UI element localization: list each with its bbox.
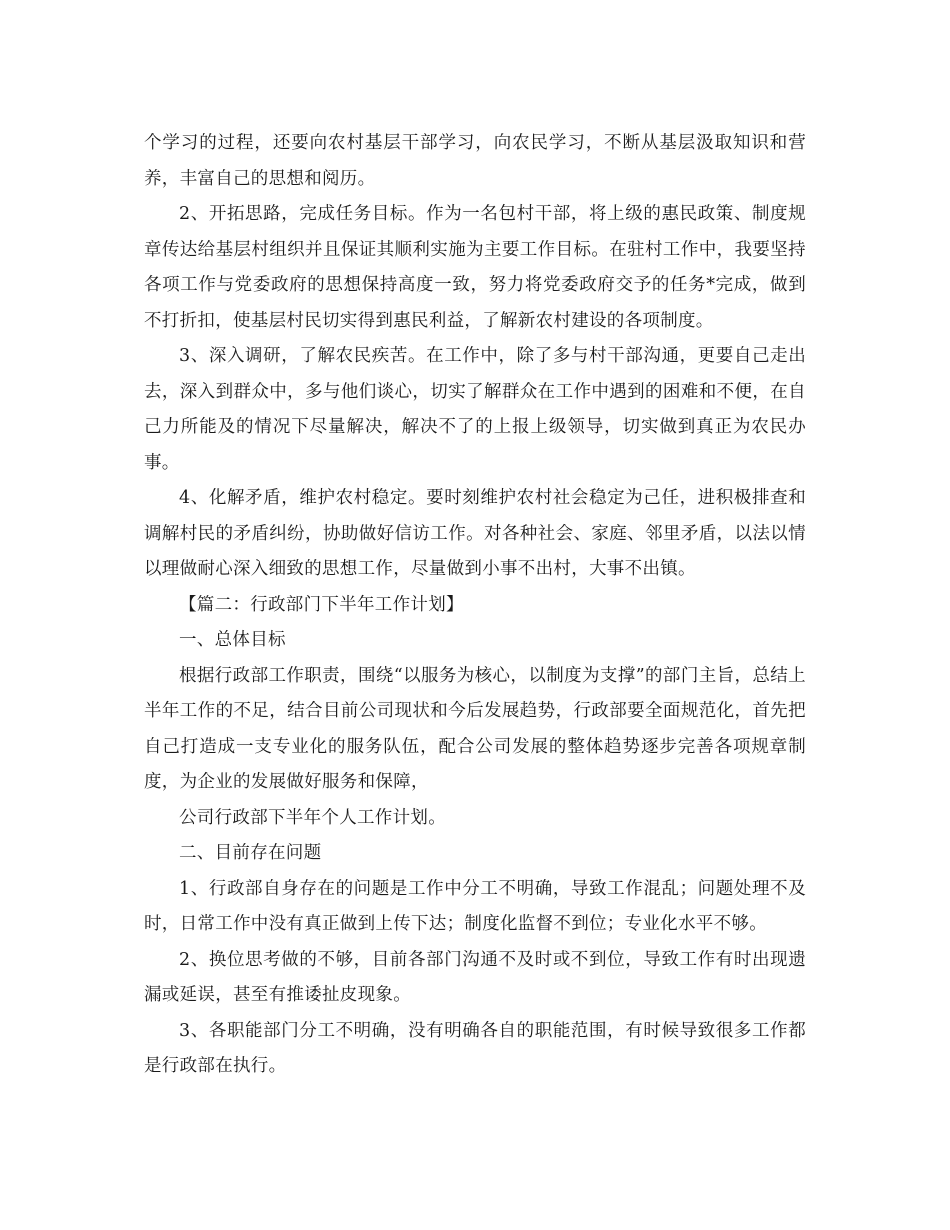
heading-overall-goal: 一、总体目标: [179, 630, 286, 650]
document-body: [144, 126, 806, 1085]
paragraph-continuation: 个学习的过程，还要向农村基层干部学习，向农民学习，不断从基层汲取知识和营养，丰富自己的思想和阅历。: [144, 133, 806, 189]
paragraph-item-4: 4、化解矛盾，维护农村稳定。要时刻维护农村社会稳定为己任，进积极排查和调解村民的矛盾纠纷，协助做好信访工作。对各种社会、家庭、邻里矛盾，以法以情以理做耐心深入细致的思想工作，尽量做到小事不出村，大事不出镇。: [144, 488, 806, 579]
paragraph-problem-1: 1、行政部自身存在的问题是工作中分工不明确，导致工作混乱；问题处理不及时，日常工作中没有真正做到上传下达；制度化监督不到位；专业化水平不够。: [144, 878, 806, 934]
paragraph-problem-3: 3、各职能部门分工不明确，没有明确各自的职能范围，有时候导致很多工作都是行政部在执行。: [144, 1020, 806, 1076]
heading-current-problems: 二、目前存在问题: [179, 843, 322, 863]
paragraph-item-2: 2、开拓思路，完成任务目标。作为一名包村干部，将上级的惠民政策、制度规章传达给基层村组织并且保证其顺利实施为主要工作目标。在驻村工作中，我要坚持各项工作与党委政府的思想保持高度一致，努力将党委政府交予的任务*完成，做到不打折扣，使基层村民切实得到惠民利益，了解新农村建设的各项制度。: [144, 204, 806, 331]
paragraph-item-3: 3、深入调研，了解农民疾苦。在工作中，除了多与村干部沟通，更要自己走出去，深入到群众中，多与他们谈心，切实了解群众在工作中遇到的困难和不便，在自己力所能及的情况下尽量解决，解决不了的上报上级领导，切实做到真正为农民办事。: [144, 346, 806, 473]
paragraph-overall-goal: 根据行政部工作职责，围绕“以服务为核心，以制度为支撑”的部门主旨，总结上半年工作的不足，结合目前公司现状和今后发展趋势，行政部要全面规范化，首先把自己打造成一支专业化的服务队伍，配合公司发展的整体趋势逐步完善各项规章制度，为企业的发展做好服务和保障，: [144, 665, 806, 792]
paragraph-plan-note: 公司行政部下半年个人工作计划。: [179, 807, 446, 828]
section-heading-part-two: 【篇二：行政部门下半年工作计划】: [179, 594, 464, 615]
paragraph-problem-2: 2、换位思考做的不够，目前各部门沟通不及时或不到位，导致工作有时出现遗漏或延误，甚至有推诿扯皮现象。: [144, 949, 806, 1005]
